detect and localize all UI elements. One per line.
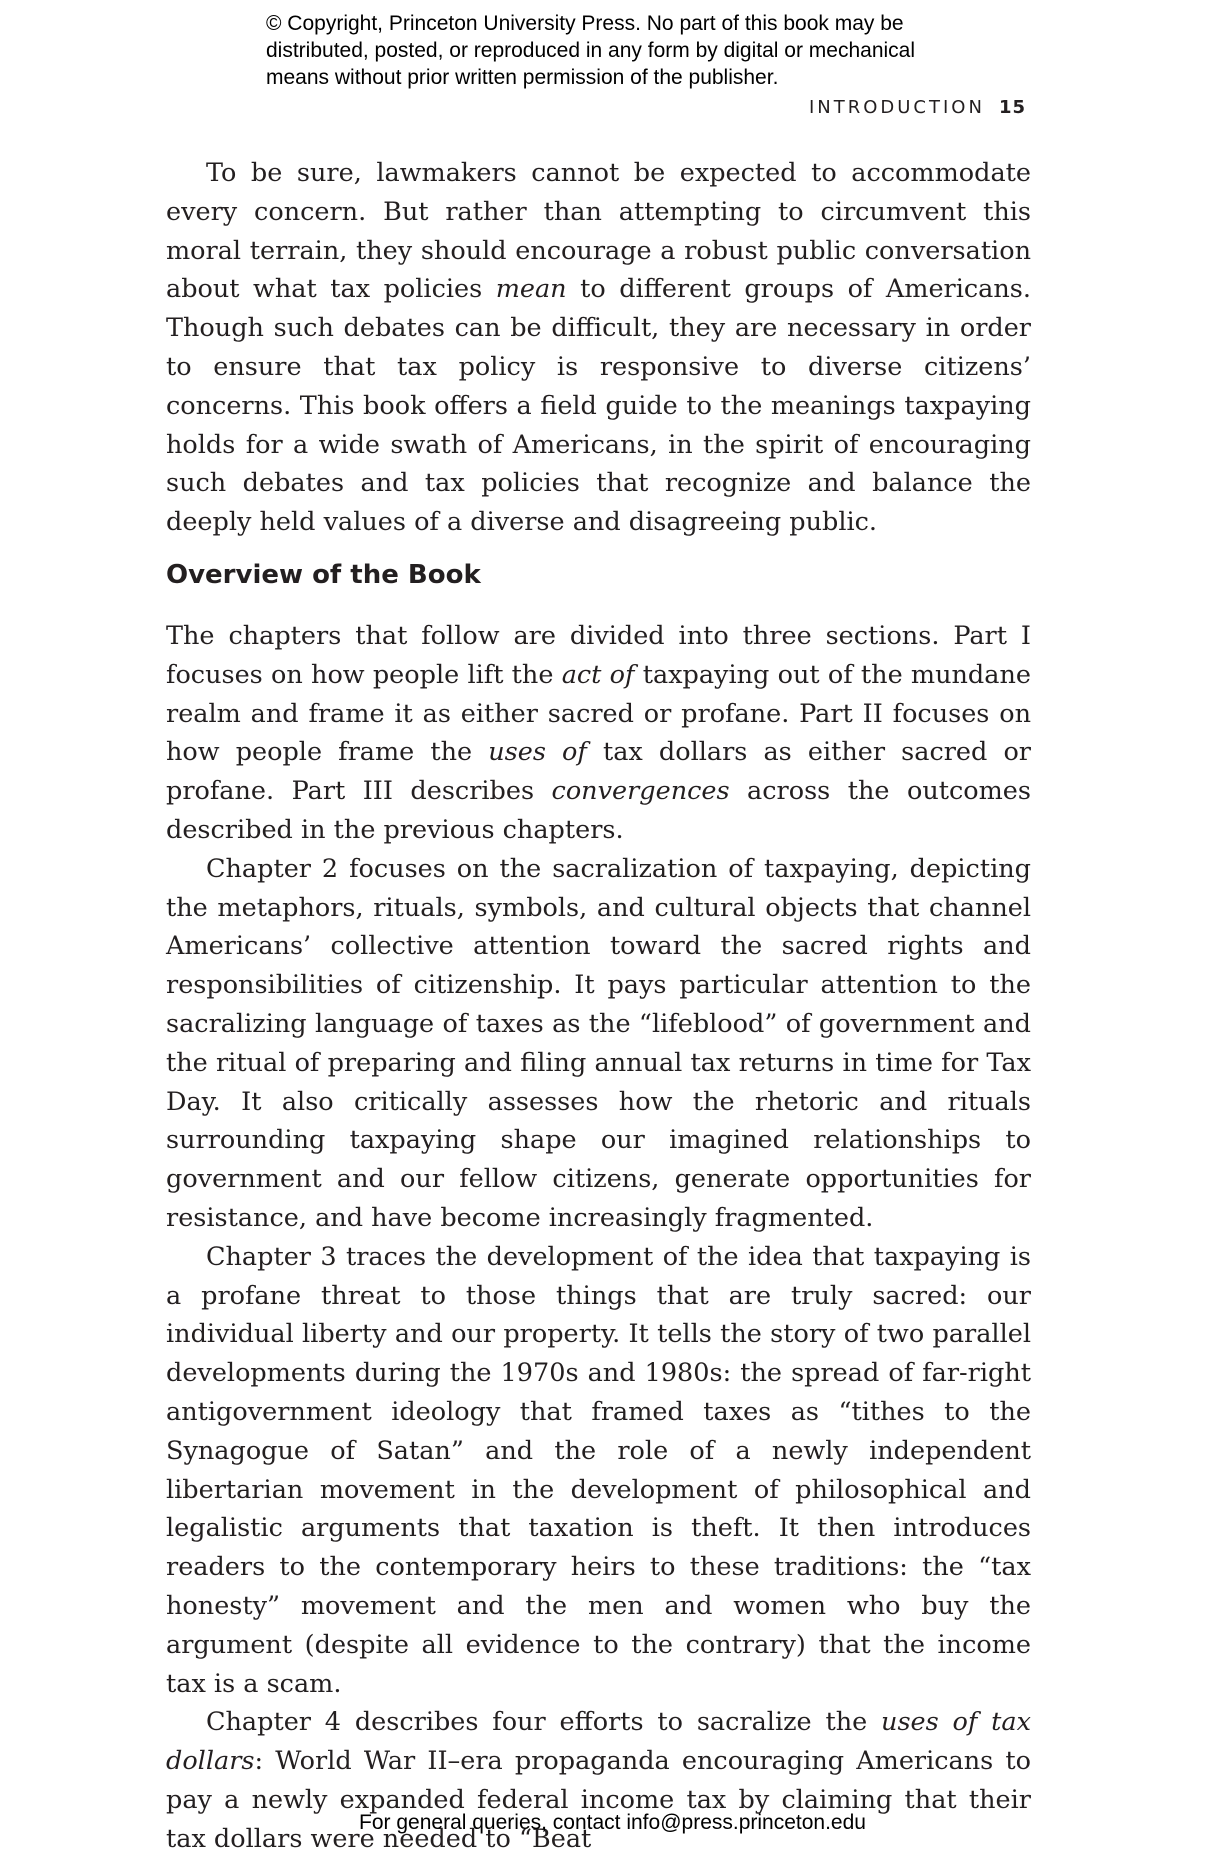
body-text-main [166,617,1031,1859]
paragraph: The chapters that follow are divided into three sections. Part I focuses on how people lift the act of taxpaying out of the mundane realm and frame it as either sacred or profane. Part II focuses on how people frame the uses of tax dollars as either sacred or profane. Part III describes convergences across the outcomes described in the previous chapters. [166,621,1031,845]
emphasis: convergences [551,776,730,807]
running-head [809,97,1026,118]
running-head-title: INTRODUCTION [808,97,985,118]
copyright-line: © Copyright, Princeton University Press. No part of this book may be [266,12,904,35]
emphasis: uses of [488,737,587,768]
paragraph: Chapter 4 describes four efforts to sacralize the uses of tax dollars: World War II–era propaganda encouraging Americans to pay a newly expanded federal income tax by claiming that their tax dollars were needed to “Beat [166,1707,1031,1854]
body-text-top [166,154,1031,542]
copyright-line: distributed, posted, or reproduced in any form by digital or mechanical [266,39,916,62]
copyright-notice [266,10,1026,91]
page-number: 15 [998,97,1026,118]
paragraph: Chapter 3 traces the development of the idea that taxpaying is a profane threat to those things that are truly sacred: our individual liberty and our property. It tells the story of two parallel developments during the 1970s and 1980s: the spread of far-right antigovernment ideology that framed taxes as “tithes to the Synagogue of Satan” and the role of a newly independent libertarian movement in the development of philosophical and legalistic arguments that taxation is theft. It then introduces readers to the contemporary heirs to these traditions: the “tax honesty” movement and the men and women who buy the argument (despite all evidence to the contrary) that the income tax is a scam. [166,1241,1031,1699]
footer-contact: For general queries, contact info@press.princeton.edu [359,1811,866,1834]
paragraph: Chapter 2 focuses on the sacralization of taxpaying, depicting the metaphors, rituals, symbols, and cultural objects that channel Americans’ collective attention toward the sacred rights and responsibilities of citizenship. It pays particular attention to the sacralizing language of taxes as the “lifeblood” of government and the ritual of preparing and filing annual tax returns in time for Tax Day. It also critically assesses how the rhetoric and rituals surrounding taxpaying shape our imagined relationships to government and our fellow citizens, generate opportunities for resistance, and have become increasingly fragmented. [166,853,1031,1233]
emphasis: mean [495,274,567,305]
emphasis: uses of tax dollars [166,1707,1031,1777]
emphasis: act of [561,659,635,690]
section-heading: Overview of the Book [166,560,481,590]
paragraph: To be sure, lawmakers cannot be expected to accommodate every concern. But rather than attempting to circumvent this moral terrain, they should encourage a robust public conversation about what tax policies mean to different groups of Americans. Though such debates can be difficult, they are necessary in order to ensure that tax policy is responsive to diverse citizens’ concerns. This book offers a field guide to the meanings taxpaying holds for a wide swath of Americans, in the spirit of encouraging such debates and tax policies that recognize and balance the deeply held values of a diverse and disagreeing public. [166,158,1031,538]
copyright-line: means without prior written permission of the publisher. [266,66,779,89]
